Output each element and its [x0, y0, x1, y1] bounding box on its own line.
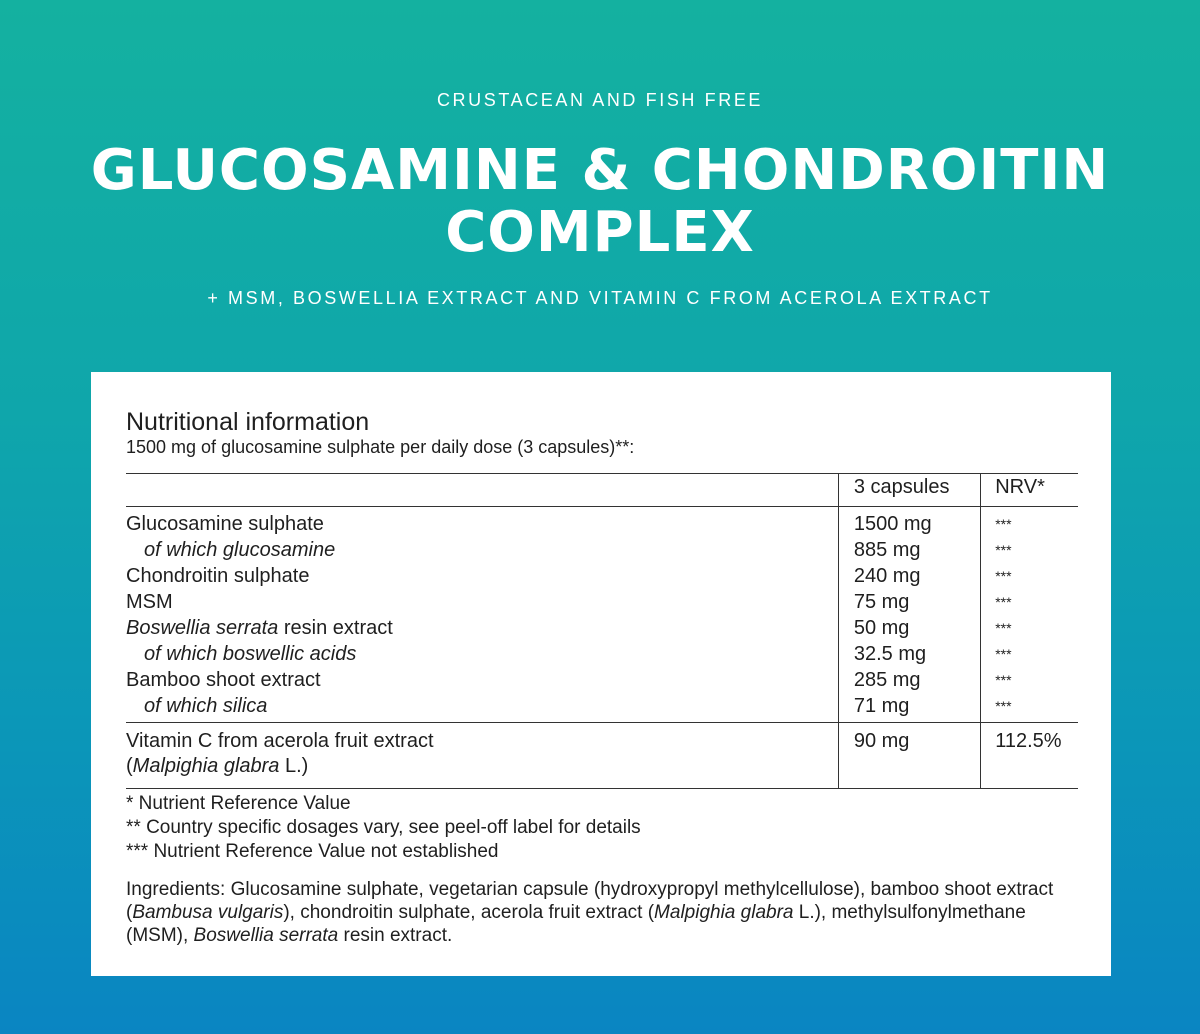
product-title [0, 140, 1200, 264]
ingredients-italic-2: Malpighia glabra [654, 902, 794, 923]
vitamin-name [126, 723, 838, 789]
nutrient-amount: 240 mg [838, 563, 980, 589]
nutrient-amount: 50 mg [838, 615, 980, 641]
vitamin-nrv: 112.5% [981, 723, 1078, 789]
nutrition-subheading: 1500 mg of glucosamine sulphate per daily dose (3 capsules)**: [126, 437, 635, 457]
nutrient-nrv: *** [981, 693, 1078, 723]
vitamin-name-open: ( [126, 755, 133, 777]
nutrient-amount: 885 mg [838, 537, 980, 563]
table-row [126, 641, 1078, 667]
nutrient-nrv: *** [981, 667, 1078, 693]
footnotes [126, 792, 1078, 864]
ingredients-part-1: Ingredients: Glucosamine sulphate, vegetarian capsule (hydroxypropyl methylcellulose), bamboo shoot extract ( [126, 879, 1054, 923]
table-row-vitamin-c [126, 723, 1078, 789]
vitamin-latin-name: Malpighia glabra [132, 755, 280, 777]
nutrient-nrv: *** [981, 507, 1078, 538]
table-row [126, 563, 1078, 589]
vitamin-name-close: L.) [279, 755, 309, 777]
vitamin-amount: 90 mg [838, 723, 980, 789]
nutrient-name-rest: resin extract [278, 617, 393, 639]
ingredients-italic-1: Bambusa vulgaris [132, 902, 284, 923]
nutrient-amount: 32.5 mg [838, 641, 980, 667]
ingredients-part-4: resin extract. [338, 925, 453, 946]
nutrient-amount: 75 mg [838, 589, 980, 615]
nutrient-name: MSM [126, 591, 173, 613]
nutrient-nrv: *** [981, 589, 1078, 615]
nutrient-name-italic: Boswellia serrata [126, 617, 279, 639]
table-row [126, 667, 1078, 693]
nutrient-name: of which glucosamine [144, 539, 336, 561]
tagline: CRUSTACEAN AND FISH FREE [436, 90, 764, 110]
nutrient-nrv: *** [981, 615, 1078, 641]
nutrient-name [126, 615, 838, 641]
nutrient-name: of which boswellic acids [144, 643, 357, 665]
nutrient-amount: 1500 mg [838, 507, 980, 538]
table-row [126, 507, 1078, 538]
nutrition-heading: Nutritional information [126, 408, 370, 436]
nutrient-name: Chondroitin sulphate [126, 565, 310, 587]
vitamin-name-line-2 [126, 754, 838, 779]
nutrition-panel [91, 372, 1111, 976]
product-subtitle: + MSM, BOSWELLIA EXTRACT AND VITAMIN C FROM ACEROLA EXTRACT [207, 288, 993, 308]
table-row [126, 615, 1078, 641]
ingredients-text [126, 878, 1078, 947]
product-title-line-2: COMPLEX [445, 200, 755, 265]
footnote-1: * Nutrient Reference Value [126, 793, 351, 814]
column-header-name [126, 474, 838, 507]
nutrient-nrv: *** [981, 641, 1078, 667]
product-title-line-1: GLUCOSAMINE & CHONDROITIN [90, 138, 1110, 203]
nutrient-nrv: *** [981, 537, 1078, 563]
table-row [126, 693, 1078, 723]
nutrient-name: Bamboo shoot extract [126, 669, 321, 691]
table-row [126, 589, 1078, 615]
column-header-nrv: NRV* [981, 474, 1078, 507]
nutrient-name: Glucosamine sulphate [126, 513, 324, 535]
ingredients-italic-3: Boswellia serrata [193, 925, 339, 946]
table-row [126, 537, 1078, 563]
column-header-amount: 3 capsules [838, 474, 980, 507]
vitamin-name-line-1: Vitamin C from acerola fruit extract [126, 730, 434, 752]
table-header-row [126, 474, 1078, 507]
ingredients-part-3: L.), methylsulfonylmethane (MSM), [126, 902, 1026, 946]
nutrient-amount: 285 mg [838, 667, 980, 693]
nutrition-table [126, 473, 1078, 789]
footnote-3: *** Nutrient Reference Value not established [126, 841, 499, 862]
footnote-2: ** Country specific dosages vary, see peel-off label for details [126, 817, 641, 838]
ingredients-part-2: ), chondroitin sulphate, acerola fruit extract ( [283, 902, 655, 923]
nutrient-nrv: *** [981, 563, 1078, 589]
nutrient-amount: 71 mg [838, 693, 980, 723]
nutrition-header [126, 408, 1078, 458]
nutrient-name: of which silica [144, 695, 268, 717]
